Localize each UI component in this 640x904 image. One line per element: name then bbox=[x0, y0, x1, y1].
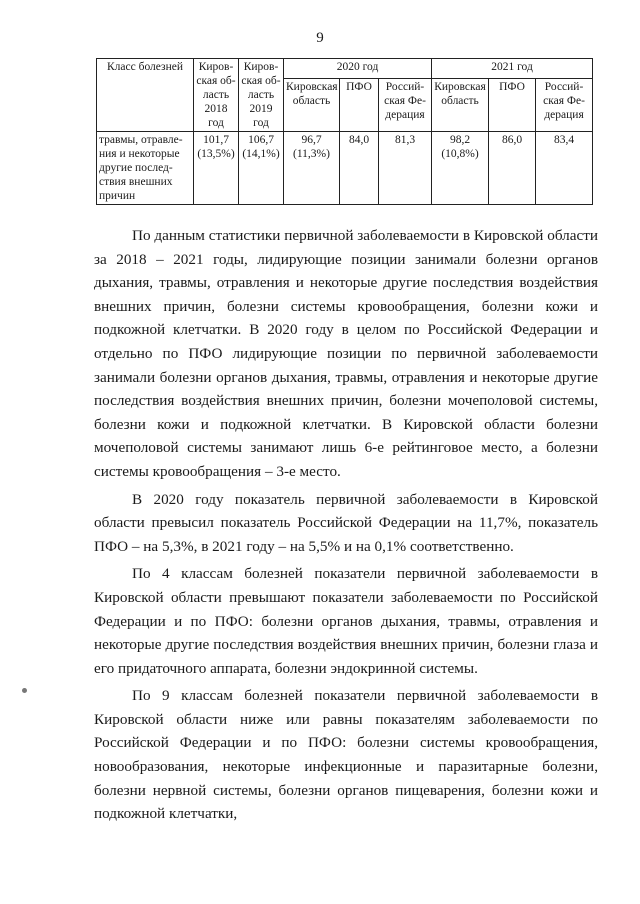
header-kirov-2019: Киров-ская об-ласть 2019 год bbox=[239, 59, 284, 132]
paragraph: По 9 классам болезней показатели первичной заболеваемости в Кировской области ниже или равны показателям заболеваемости по Российской Федерации и по ПФО: болезни системы кровообращения, новообразования, некоторые инфекционные и паразитарные болезни, болезни нервной системы, болезни органов пищеварения, болезни кожи и подкожной клетчатки, bbox=[94, 687, 598, 823]
cell-pfo-2020: 84,0 bbox=[340, 132, 379, 205]
table-header-row bbox=[97, 59, 593, 79]
header-disease-class: Класс болезней bbox=[97, 59, 194, 132]
subheader-rf-2021: Россий-ская Фе-дерация bbox=[536, 79, 593, 132]
cell-kirov-2021: 98,2 (10,8%) bbox=[432, 132, 489, 205]
morbidity-table bbox=[96, 58, 593, 205]
header-year-2020: 2020 год bbox=[284, 59, 432, 79]
header-year-2021: 2021 год bbox=[432, 59, 593, 79]
page-number: 9 bbox=[316, 30, 324, 46]
subheader-kirov-2021: Кировская область bbox=[432, 79, 489, 132]
header-kirov-2018: Киров-ская об-ласть 2018 год bbox=[194, 59, 239, 132]
subheader-pfo-2021: ПФО bbox=[489, 79, 536, 132]
subheader-kirov-2020: Кировская область bbox=[284, 79, 340, 132]
cell-rf-2020: 81,3 bbox=[379, 132, 432, 205]
cell-disease: травмы, отравле-ния и некоторые другие послед-ствия внешних причин bbox=[97, 132, 194, 205]
scan-speck bbox=[22, 688, 27, 693]
paragraph: В 2020 году показатель первичной заболеваемости в Кировской области превысил показатель Российской Федерации на 11,7%, показатель ПФО – на 5,3%, в 2021 году – на 5,5% и на 0,1% соответственно. bbox=[94, 490, 598, 555]
cell-pfo-2021: 86,0 bbox=[489, 132, 536, 205]
paragraph: По данным статистики первичной заболеваемости в Кировской области за 2018 – 2021 годы, лидирующие позиции занимали болезни органов дыхания, травмы, отравления и некоторые другие последствия воздействия внешних причин, болезни системы кровообращения, болезни кожи и подкожной клетчатки. В 2020 году в целом по Российской Федерации и отдельно по ПФО лидирующие позиции по первичной заболеваемости занимали болезни органов дыхания, травмы, отравления и некоторые другие последствия воздействия внешних причин, болезни мочеполовой системы, болезни кожи и подкожной клетчатки. В Кировской области болезни мочеполовой системы занимают лишь 6-е рейтинговое место, а болезни системы кровообращения – 3-е место. bbox=[94, 227, 598, 480]
cell-kirov-2020: 96,7 (11,3%) bbox=[284, 132, 340, 205]
cell-kirov-2019: 106,7 (14,1%) bbox=[239, 132, 284, 205]
cell-rf-2021: 83,4 bbox=[536, 132, 593, 205]
body-text bbox=[94, 224, 598, 830]
cell-kirov-2018: 101,7 (13,5%) bbox=[194, 132, 239, 205]
table-row bbox=[97, 132, 593, 205]
subheader-rf-2020: Россий-ская Фе-дерация bbox=[379, 79, 432, 132]
subheader-pfo-2020: ПФО bbox=[340, 79, 379, 132]
paragraph: По 4 классам болезней показатели первичной заболеваемости в Кировской области превышают показатели заболеваемости по Российской Федерации и по ПФО: болезни органов дыхания, травмы, отравления и некоторые другие последствия воздействия внешних причин, болезни глаза и его придаточного аппарата, болезни эндокринной системы. bbox=[94, 565, 598, 677]
